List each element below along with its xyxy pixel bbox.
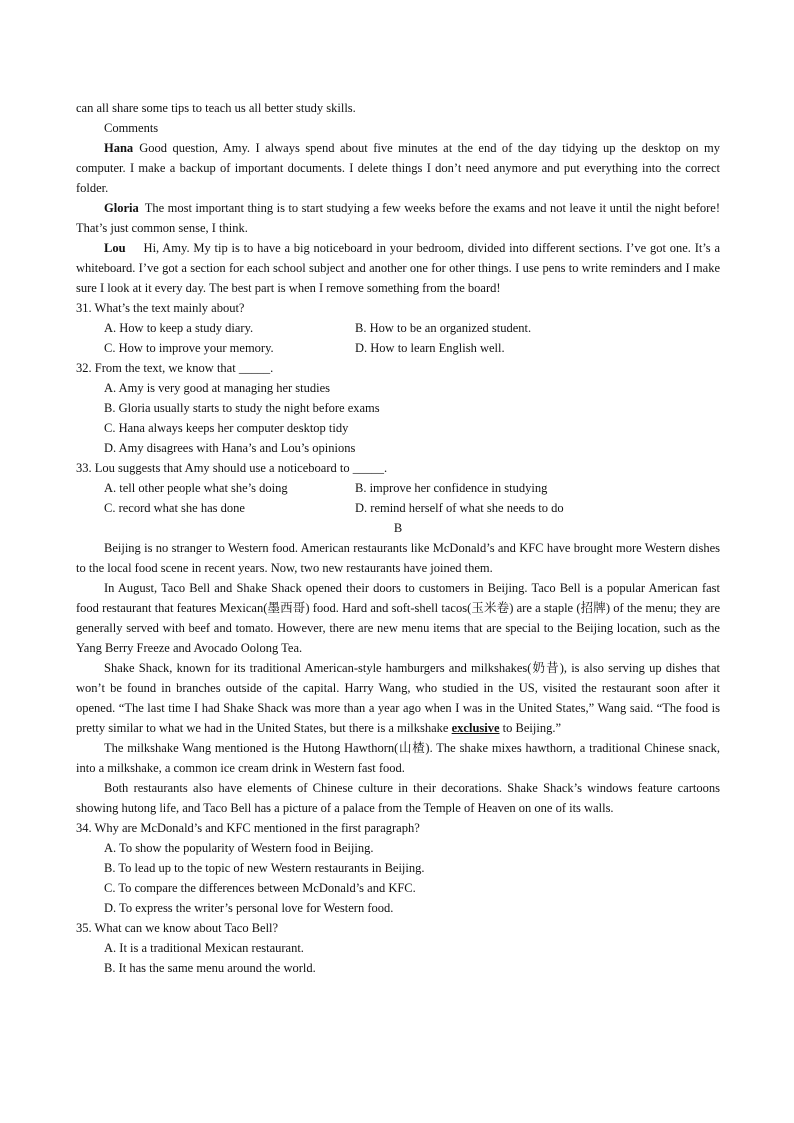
option-a: A. It is a traditional Mexican restaurant. — [104, 941, 304, 955]
option-b: B. To lead up to the topic of new Western restaurants in Beijing. — [104, 861, 425, 875]
commenter-name: Gloria — [104, 201, 139, 215]
option-c: C. record what she has done — [104, 501, 245, 515]
option-d: D. How to learn English well. — [355, 341, 505, 355]
keyword-exclusive: exclusive — [451, 721, 500, 735]
comment-gloria — [76, 198, 720, 238]
option-d: D. remind herself of what she needs to do — [355, 501, 564, 515]
exam-page — [76, 98, 720, 978]
option-b: B. improve her confidence in studying — [355, 481, 548, 495]
question-34: 34. Why are McDonald’s and KFC mentioned in the first paragraph? — [76, 821, 420, 835]
commenter-name: Hana — [104, 141, 134, 155]
paragraph-text: Shake Shack, known for its traditional American-style hamburgers and milkshakes(奶昔), is also serving up dishes that won’t be found in branches outside of the capital. Harry Wang, who studied in the US, visited the restaurant soon after it opened. “The last time I had Shake Shack was more than a year ago when I was in the United States,” Wang said. “The food is pretty similar to what we had in the United States, but there is a milkshake — [76, 661, 720, 735]
passage-paragraph: Both restaurants also have elements of Chinese culture in their decorations. Shake Shack’s windows feature cartoons showing hutong life, and Taco Bell has a picture of a palace from the Temple of Heaven on one of its walls. — [76, 781, 720, 815]
passage-paragraph: Beijing is no stranger to Western food. American restaurants like McDonald’s and KFC have brought more Western dishes to the local food scene in recent years. Now, two new restaurants have joined them. — [76, 541, 720, 575]
question-31: 31. What’s the text mainly about? — [76, 301, 245, 315]
question-32: 32. From the text, we know that _____. — [76, 361, 274, 375]
section-heading-b: B — [393, 521, 403, 535]
passage-paragraph: In August, Taco Bell and Shake Shack opened their doors to customers in Beijing. Taco Bell is a popular American fast food restaurant that features Mexican(墨西哥) food. Hard and soft-shell tacos(玉米卷) are a staple (招牌) of the menu; they are generally served with beef and tomato. However, there are new menu items that are special to the Beijing location, such as the Yang Berry Freeze and Avocado Oolong Tea. — [76, 581, 720, 655]
option-d: D. To express the writer’s personal love for Western food. — [104, 901, 394, 915]
intro-end: can all share some tips to teach us all better study skills. — [76, 101, 356, 115]
passage-paragraph: The milkshake Wang mentioned is the Hutong Hawthorn(山楂). The shake mixes hawthorn, a traditional Chinese snack, into a milkshake, a common ice cream drink in Western fast food. — [76, 741, 720, 775]
commenter-name: Lou — [104, 241, 126, 255]
passage-paragraph — [76, 658, 720, 738]
comment-hana — [76, 138, 720, 198]
comment-text: Hi, Amy. My tip is to have a big noticeboard in your bedroom, divided into different sections. I’ve got one. It’s a whiteboard. I’ve got a section for each school subject and another one for other things. I use pens to write reminders and I make sure I look at it every day. The best part is when I remove something from the board! — [76, 241, 720, 295]
option-b: B. How to be an organized student. — [355, 321, 532, 335]
option-c: C. To compare the differences between McDonald’s and KFC. — [104, 881, 416, 895]
option-a: A. To show the popularity of Western food in Beijing. — [104, 841, 374, 855]
option-c: C. How to improve your memory. — [104, 341, 274, 355]
option-a: A. Amy is very good at managing her studies — [104, 381, 331, 395]
comment-lou — [76, 238, 720, 298]
quote-end: to Beijing.” — [502, 721, 561, 735]
option-d: D. Amy disagrees with Hana’s and Lou’s opinions — [104, 441, 356, 455]
option-a: A. How to keep a study diary. — [104, 321, 254, 335]
options-31 — [76, 318, 720, 358]
comments-label: Comments — [104, 121, 159, 135]
option-b: B. Gloria usually starts to study the night before exams — [104, 401, 380, 415]
question-35: 35. What can we know about Taco Bell? — [76, 921, 279, 935]
option-c: C. Hana always keeps her computer desktop tidy — [104, 421, 349, 435]
option-a: A. tell other people what she’s doing — [104, 481, 288, 495]
comment-text: The most important thing is to start studying a few weeks before the exams and not leave it until the night before! That’s just common sense, I think. — [76, 201, 720, 235]
option-b: B. It has the same menu around the world. — [104, 961, 316, 975]
question-33: 33. Lou suggests that Amy should use a noticeboard to _____. — [76, 461, 388, 475]
options-33 — [76, 478, 720, 518]
comment-text: Good question, Amy. I always spend about five minutes at the end of the day tidying up the desktop on my computer. I make a backup of important documents. I delete things I don’t need anymore and put everything into the correct folder. — [76, 141, 720, 195]
